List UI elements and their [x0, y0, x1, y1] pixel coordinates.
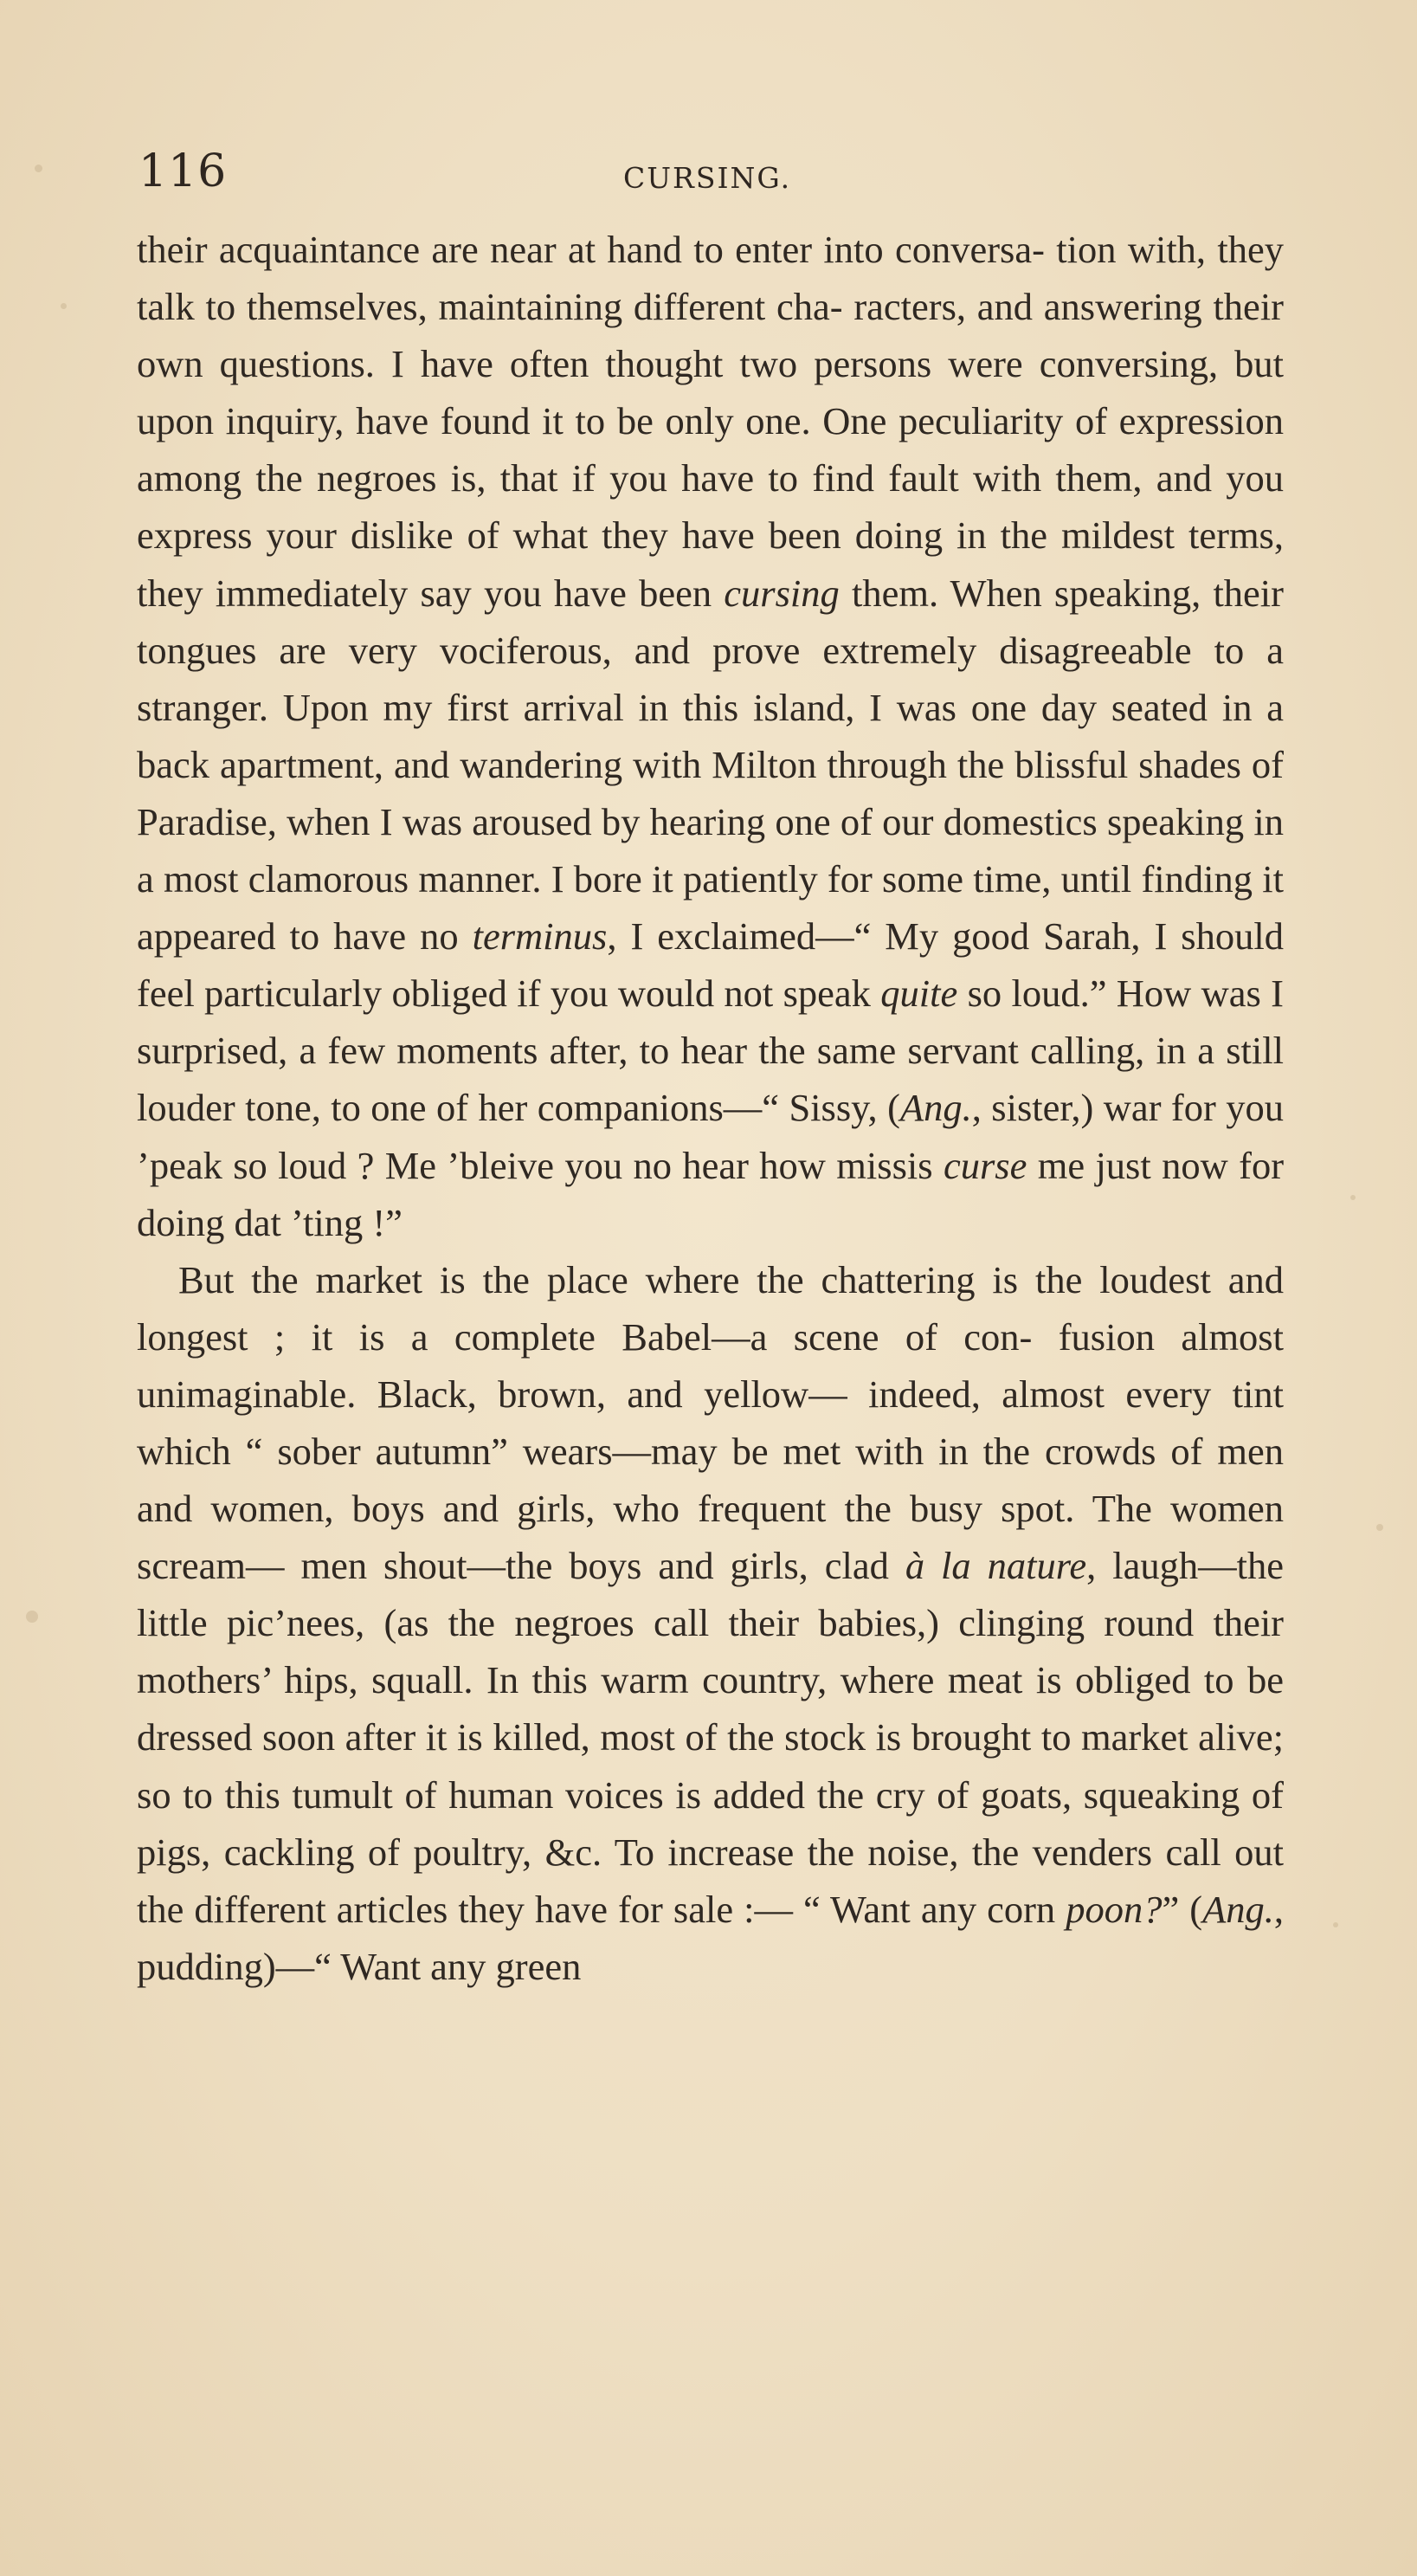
chapter-title: CURSING. — [623, 161, 792, 195]
text-run: them. When speaking, their tongues are very vociferous, and prove extremely disagreeable to a stranger. Upon my first arrival in this island, I was one day seated in a back apartment, and wandering with Milton through the blissful shades of Paradise, when I was aroused by hearing one of our domestics speaking in a most clamorous manner. I bore it patiently for some time, until finding it appeared to have no — [137, 571, 1284, 959]
text-run: ” ( — [1162, 1887, 1203, 1931]
italic-text: cursing — [724, 571, 840, 615]
foxing-spot — [61, 303, 67, 309]
paragraph — [137, 1251, 1284, 1995]
text-run: , laugh—the little pic’nees, (as the negroes call their babies,) clinging round their mothers’ hips, squall. In this warm country, where meat is obliged to be dressed soon after it is killed, most of the stock is brought to market alive; so to this tumult of human voices is added the cry of goats, squeaking of pigs, cackling of poultry, &c. To increase the noise, the venders call out the different articles they have for sale :— “ Want any corn — [137, 1544, 1284, 1931]
page-number: 116 — [138, 145, 228, 197]
text-run: , I exclaimed—“ My good Sarah, I should feel particularly obliged if you would not speak — [137, 914, 1284, 1016]
foxing-spot — [1350, 1195, 1356, 1200]
text-run: , pudding)—“ Want any green — [137, 1887, 1284, 1988]
body-text — [137, 221, 1284, 1995]
foxing-spot — [35, 165, 42, 172]
paragraph — [137, 221, 1284, 1251]
text-run: , sister,) war for you ’peak so loud ? Me ’bleive you no hear how missis — [137, 1086, 1284, 1187]
italic-text: poon? — [1066, 1887, 1163, 1931]
text-run: their acquaintance are near at hand to enter into conversa- tion with, they talk to themselves, maintaining different cha- racters, and answering their own questions. I have often thought two persons were conversing, but upon inquiry, have found it to be only one. One peculiarity of expression among the negroes is, that if you have to find fault with them, and you express your dislike of what they have been doing in the mildest terms, they immediately say you have been — [137, 228, 1284, 615]
italic-text: Ang. — [1202, 1887, 1274, 1931]
text-run: so loud.” How was I surprised, a few moments after, to hear the same servant calling, in a still louder tone, to one of her companions—“ Sissy, ( — [137, 972, 1285, 1130]
running-head — [138, 145, 1290, 206]
italic-text: quite — [880, 972, 958, 1016]
text-run: me just now for doing dat ’ting !” — [137, 1143, 1285, 1244]
foxing-spot — [1376, 1524, 1383, 1531]
foxing-spot — [26, 1611, 38, 1623]
italic-text: curse — [943, 1143, 1027, 1187]
foxing-spot — [1333, 1922, 1338, 1927]
italic-text: terminus — [472, 914, 608, 959]
italic-text: Ang. — [899, 1086, 972, 1130]
text-run: But the market is the place where the chattering is the loudest and longest ; it is a complete Babel—a scene of con- fusion almost unimaginable. Black, brown, and yellow— indeed, almost every tint which “ sober autumn” wears—may be met with in the crowds of men and women, boys and girls, who frequent the busy spot. The women scream— men shout—the boys and girls, clad — [137, 1257, 1284, 1588]
italic-text: à la nature — [905, 1544, 1087, 1588]
